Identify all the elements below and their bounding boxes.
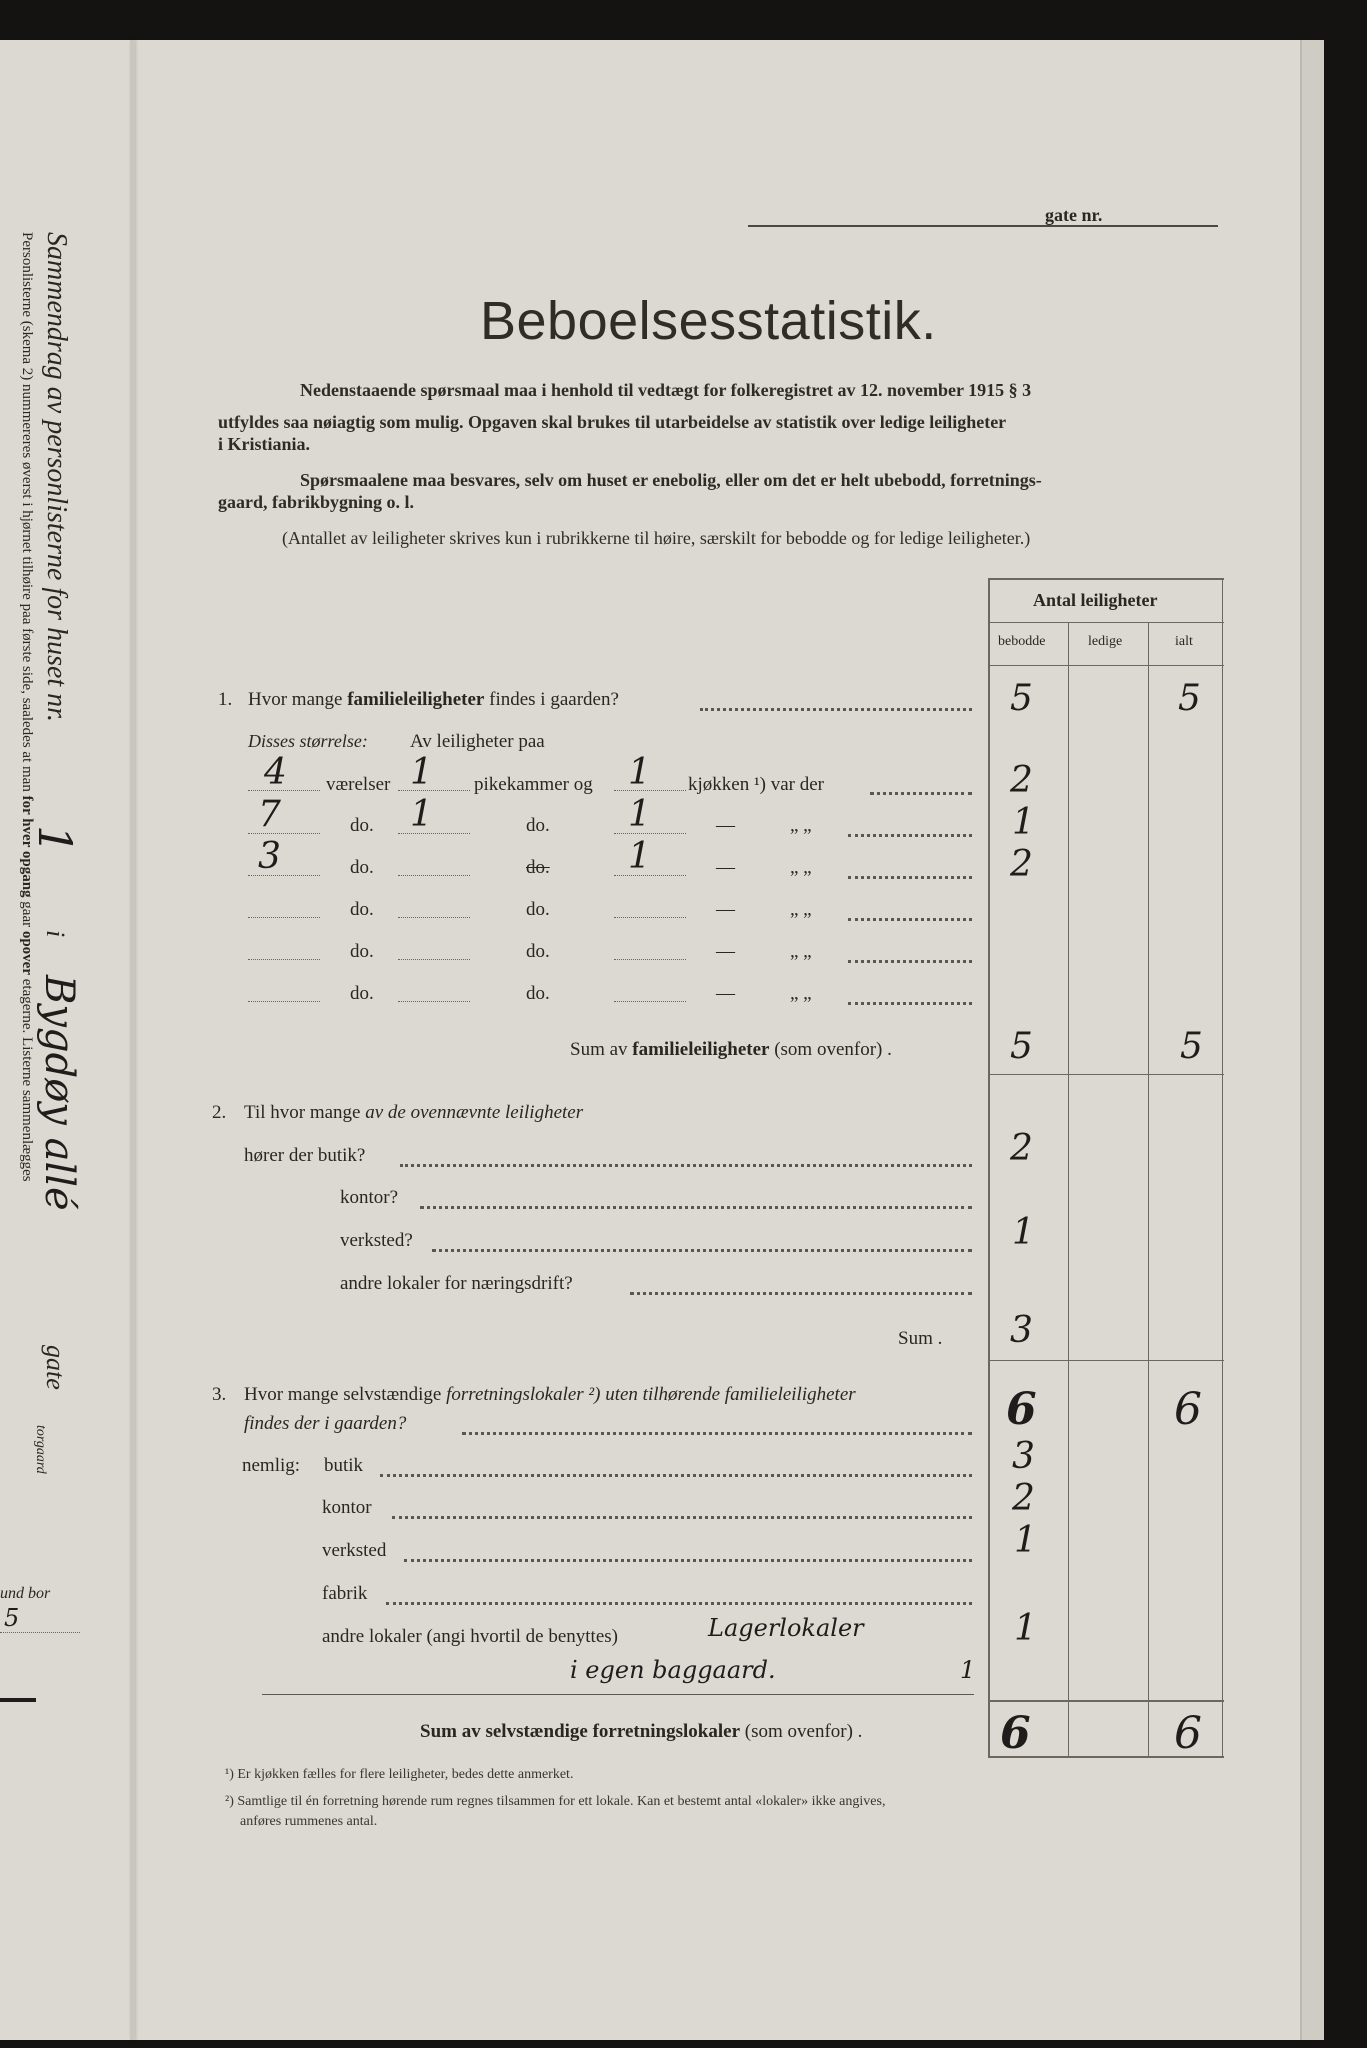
size-row-6-rooms-line [248, 1001, 320, 1002]
size-row-4-pike-line [398, 917, 470, 918]
size-row-5-kjokken-line [614, 959, 686, 960]
q3-row-verksted: verksted [322, 1540, 387, 1561]
size-row-3-pike-line [398, 875, 470, 876]
size-row-6-do2: do. [526, 983, 550, 1004]
q3-sum-bebodde: 6 [1000, 1708, 1031, 1759]
page-title: Beboelsesstatistik. [480, 291, 937, 351]
q3-row-kontor-dots [392, 1516, 972, 1519]
q3-row-butik: butik [324, 1455, 364, 1476]
intro-line-2: utfyldes saa nøiagtig som mulig. Opgaven skal brukes til utarbeidelse av statistik over ledige leiligheter [218, 412, 1007, 432]
size-row-2-kjokken-line [614, 833, 686, 834]
q1-bebodde: 5 [1010, 678, 1033, 719]
sum2-rule [988, 1360, 1224, 1361]
sidebar-i: i [41, 930, 70, 938]
size-row-3-rooms-line [248, 875, 320, 876]
size-row-5-do2: do. [526, 941, 550, 962]
sidebar-mark [0, 1698, 36, 1702]
size-row-1-dots [870, 792, 972, 795]
intro-line-4: Spørsmaalene maa besvares, selv om huset er enebolig, eller om det er helt ubebodd, forretnings- [300, 470, 1042, 490]
size-row-2-kjokken: 1 [628, 794, 651, 835]
size-row-2-count: 1 [1012, 802, 1035, 843]
size-row-3-do2: do. [526, 857, 550, 878]
q3-total-ialt: 6 [1174, 1384, 1202, 1435]
sum1-rule [988, 1074, 1224, 1075]
size-row-4-dash: — [716, 899, 735, 920]
size-row-4-rooms-line [248, 917, 320, 918]
q3-row-verksted-dots [404, 1559, 972, 1562]
q3-text: Hvor mange selvstændige forretningslokaler ²) uten tilhørende familieleiligheter [244, 1384, 856, 1405]
sidebar-bor-value: 5 [4, 1604, 20, 1632]
q3-total-dots [462, 1432, 972, 1435]
sidebar-street: Bygdøy allé [36, 975, 82, 1211]
sidebar-bor-label: und bor [0, 1585, 51, 1602]
size-row-1-pikekammer: pikekammer og [474, 774, 593, 795]
size-row-1-kjokken: 1 [628, 752, 651, 793]
col-ledige: ledige [1088, 634, 1123, 649]
size-row-2-dots [848, 834, 972, 837]
size-row-1-kjokken-line [614, 790, 686, 791]
q3-verksted-value: 1 [1014, 1520, 1037, 1561]
q2-row-kontor-dots [420, 1206, 972, 1209]
size-row-3-dots [848, 876, 972, 879]
q2-row-andre: andre lokaler for næringsdrift? [340, 1273, 573, 1294]
q3-row-fabrik: fabrik [322, 1583, 368, 1604]
size-row-2-do: do. [350, 815, 374, 836]
table-header-rule [988, 622, 1224, 623]
sum3-rule-top [988, 1700, 1224, 1702]
q2-row-verksted-dots [432, 1249, 972, 1252]
sidebar-torgaard: torgaard [33, 1425, 48, 1474]
col-bebodde: bebodde [998, 634, 1046, 649]
col-divider-2 [1148, 622, 1149, 1758]
size-row-5-quote: „ „ [790, 941, 812, 962]
size-row-5-dash: — [716, 941, 735, 962]
q1-sum-bebodde: 5 [1010, 1026, 1033, 1067]
size-row-5-rooms-line [248, 959, 320, 960]
q1-dots [700, 708, 972, 711]
size-row-2-quote: „ „ [790, 815, 812, 836]
footnote-2: ²) Samtlige til én forretning hørende rum regnes tilsammen for ett lokale. Kan et bestemt antal «lokaler» ikke angives, [225, 1794, 886, 1809]
intro-line-3: i Kristiania. [218, 434, 311, 454]
size-row-6-pike-line [398, 1001, 470, 1002]
q1-number: 1. [218, 689, 233, 710]
q3-andre-handwritten-b: i egen baggaard. [570, 1656, 776, 1684]
q2-row-verksted: verksted? [340, 1230, 413, 1251]
size-row-4-dots [848, 918, 972, 921]
q2-sum: 3 [1010, 1310, 1033, 1351]
size-row-5-pike-line [398, 959, 470, 960]
q1-sizes-label2: Av leiligheter paa [410, 731, 545, 752]
q3-row-andre: andre lokaler (angi hvortil de benyttes) [322, 1626, 618, 1647]
gate-nr-line [748, 225, 1218, 227]
table-title: Antal leiligheter [1033, 590, 1158, 610]
q1-sizes-label: Disses størrelse: [248, 731, 368, 751]
size-row-2-dash: — [716, 815, 735, 836]
q2-row-kontor: kontor? [340, 1187, 399, 1208]
size-row-1-count: 2 [1010, 760, 1033, 801]
q2-row-butik-dots [400, 1164, 972, 1167]
size-row-3-count: 2 [1010, 844, 1033, 885]
size-row-3-do: do. [350, 857, 374, 878]
size-row-2-pike-line [398, 833, 470, 834]
q2-number: 2. [212, 1102, 227, 1123]
size-row-5-dots [848, 960, 972, 963]
size-row-6-dash: — [716, 983, 735, 1004]
page-edge [1300, 40, 1324, 2040]
q3-number: 3. [212, 1384, 227, 1405]
q3-andre-line [262, 1694, 974, 1695]
q3-total-bebodde: 6 [1006, 1384, 1037, 1435]
sidebar-instructions: Personlisterne (skema 2) nummereres øverst i hjørnet tilhøire paa første side, saaledes at man for hver opgang gaar opover etagerne. Listerne sammenlægges [19, 232, 35, 1182]
intro-line-6: (Antallet av leiligheter skrives kun i rubrikkerne til høire, særskilt for bebodde og for ledige leiligheter.) [282, 528, 1031, 548]
sidebar-gate: gate [41, 1345, 70, 1390]
q1-text: Hvor mange familieleiligheter findes i gaarden? [248, 689, 619, 710]
q3-andre-handwritten-b-count: 1 [960, 1656, 976, 1684]
size-row-6-kjokken-line [614, 1001, 686, 1002]
q2-butik-value: 2 [1010, 1128, 1033, 1169]
q3-sum-ialt: 6 [1174, 1708, 1202, 1759]
size-row-1-vaerelser: værelser [326, 774, 391, 795]
size-row-4-kjokken-line [614, 917, 686, 918]
table-left-rule [988, 578, 990, 1758]
size-row-2-rooms: 7 [258, 794, 281, 835]
size-row-3-quote: „ „ [790, 857, 812, 878]
size-row-3-rooms: 3 [258, 836, 281, 877]
q2-sum-label: Sum . [898, 1328, 943, 1349]
page-fold [130, 40, 135, 2040]
sidebar-bor-line [0, 1632, 80, 1633]
size-row-2-pike: 1 [410, 794, 433, 835]
size-row-4-do: do. [350, 899, 374, 920]
intro-line-5: gaard, fabrikbygning o. l. [218, 492, 415, 512]
sidebar-title: Sammendrag av personlisterne for huset nr. [41, 232, 72, 722]
size-row-1-pike: 1 [410, 752, 433, 793]
size-row-1-rooms: 4 [264, 752, 287, 793]
q1-sum-label: Sum av familieleiligheter (som ovenfor) . [570, 1039, 892, 1060]
size-row-6-dots [848, 1002, 972, 1005]
q3-andre-handwritten-a: Lagerlokaler [708, 1614, 864, 1642]
q1-sum-ialt: 5 [1180, 1026, 1203, 1067]
size-row-3-kjokken-line [614, 875, 686, 876]
q3-row-kontor: kontor [322, 1497, 372, 1518]
size-row-2-do2: do. [526, 815, 550, 836]
q3-kontor-value: 2 [1012, 1478, 1035, 1519]
q3-sum-label: Sum av selvstændige forretningslokaler (som ovenfor) . [420, 1721, 863, 1742]
intro-line-1: Nedenstaaende spørsmaal maa i henhold til vedtægt for folkeregistret av 12. november 1915 § 3 [300, 380, 1032, 400]
sidebar-house-nr: 1 [28, 825, 82, 855]
footnote-3: anføres rummenes antal. [240, 1814, 378, 1829]
size-row-6-quote: „ „ [790, 983, 812, 1004]
q3-row-fabrik-dots [386, 1602, 972, 1605]
q3-row-butik-dots [380, 1474, 972, 1477]
q3-nemlig: nemlig: [242, 1455, 301, 1476]
size-row-5-do: do. [350, 941, 374, 962]
q3-butik-value: 3 [1012, 1436, 1035, 1477]
size-row-1-pike-line [398, 790, 470, 791]
q3-andre-value: 1 [1014, 1608, 1037, 1649]
footnote-1: ¹) Er kjøkken fælles for flere leiligheter, bedes dette anmerket. [225, 1767, 574, 1782]
size-row-6-do: do. [350, 983, 374, 1004]
table-subheader-rule [988, 665, 1224, 666]
table-top-rule [988, 578, 1224, 580]
col-divider-1 [1068, 622, 1069, 1758]
size-row-2-rooms-line [248, 833, 320, 834]
gate-nr-label: gate nr. [1045, 205, 1103, 225]
q1-ialt: 5 [1178, 678, 1201, 719]
col-ialt: ialt [1175, 634, 1193, 649]
size-row-4-quote: „ „ [790, 899, 812, 920]
size-row-1-rooms-line [248, 790, 320, 791]
size-row-3-kjokken: 1 [628, 836, 651, 877]
size-row-4-do2: do. [526, 899, 550, 920]
q2-row-butik: hører der butik? [244, 1145, 366, 1166]
size-row-1-kjokken-label: kjøkken ¹) var der [688, 774, 825, 795]
q2-row-andre-dots [630, 1292, 972, 1295]
size-row-3-dash: — [716, 857, 735, 878]
q2-verksted-value: 1 [1012, 1212, 1035, 1253]
q2-text: Til hvor mange av de ovennævnte leiligheter [244, 1102, 584, 1123]
q3-text-c: findes der i gaarden? [244, 1413, 407, 1434]
table-right-rule [1222, 578, 1223, 1758]
